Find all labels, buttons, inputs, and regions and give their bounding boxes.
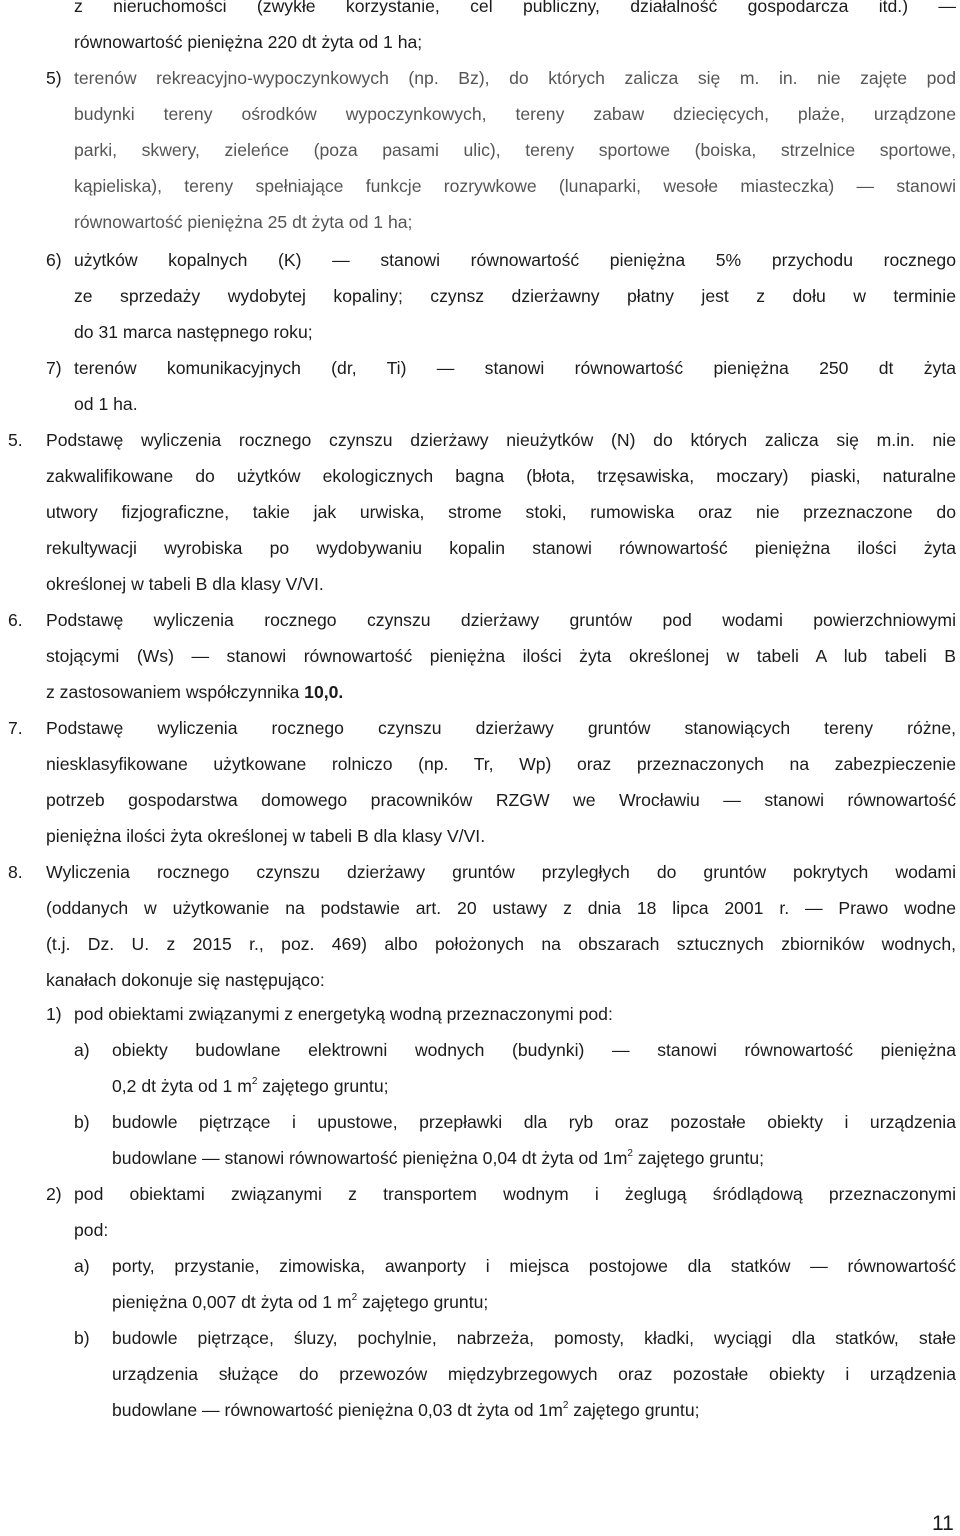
paragraph-line: terenów rekreacyjno-wypoczynkowych (np. Bz), do których zalicza się m. in. nie zajęte pod — [74, 68, 956, 88]
paragraph-line: budowle piętrzące i upustowe, przepławki dla ryb oraz pozostałe obiekty i urządzenia — [112, 1112, 956, 1132]
list-marker: b) — [74, 1328, 90, 1348]
paragraph-line: budynki tereny ośrodków wypoczynkowych, tereny zabaw dziecięcych, plaże, urządzone — [74, 104, 956, 124]
list-marker: a) — [74, 1256, 90, 1276]
paragraph-line — [112, 1146, 764, 1170]
paragraph-line: pod obiektami związanymi z energetyką wodną przeznaczonymi pod: — [74, 1004, 613, 1024]
coefficient-value: 10,0. — [304, 682, 344, 702]
paragraph-line — [112, 1074, 389, 1098]
superscript: 2 — [627, 1148, 633, 1159]
paragraph-line — [112, 1398, 700, 1422]
superscript: 2 — [351, 1292, 358, 1303]
paragraph-text: pieniężna 0,007 dt żyta od 1 m — [112, 1292, 352, 1312]
paragraph-line: równowartość pieniężna 220 dt żyta od 1 ha; — [74, 32, 423, 52]
list-marker: b) — [74, 1112, 90, 1132]
paragraph-line: (oddanych w użytkowanie na podstawie art. 20 ustawy z dnia 18 lipca 2001 r. — Prawo wodne — [46, 898, 956, 918]
paragraph-line: użytków kopalnych (K) — stanowi równowartość pieniężna 5% przychodu rocznego — [74, 250, 956, 270]
paragraph-text: zajętego gruntu; — [632, 1148, 765, 1168]
paragraph-line: z nieruchomości (zwykłe korzystanie, cel publiczny, działalność gospodarcza itd.) — — [74, 0, 956, 16]
paragraph-line: utwory fizjograficzne, takie jak urwiska, strome stoki, rumowiska oraz nie przeznaczone do — [46, 502, 956, 522]
paragraph-text: budowlane — stanowi równowartość pieniężna 0,04 dt żyta od 1m — [112, 1148, 628, 1168]
paragraph-line: budowle piętrzące, śluzy, pochylnie, nabrzeża, pomosty, kładki, wyciągi dla statków, stałe — [112, 1328, 956, 1348]
paragraph-line: obiekty budowlane elektrowni wodnych (budynki) — stanowi równowartość pieniężna — [112, 1040, 956, 1060]
paragraph-line: Podstawę wyliczenia rocznego czynszu dzierżawy nieużytków (N) do których zalicza się m.in. nie — [46, 430, 956, 450]
paragraph-line: kanałach dokonuje się następująco: — [46, 970, 325, 990]
section-number: 5. — [8, 430, 23, 450]
paragraph-line: pieniężna ilości żyta określonej w tabeli B dla klasy V/VI. — [46, 826, 486, 846]
paragraph-line: parki, skwery, zieleńce (poza pasami ulic), tereny sportowe (boiska, strzelnice sportowe, — [74, 140, 956, 160]
list-marker: 1) — [46, 1004, 62, 1024]
paragraph-text: zajętego gruntu; — [568, 1400, 700, 1420]
section-number: 6. — [8, 610, 23, 630]
paragraph-line: rekultywacji wyrobiska po wydobywaniu kopalin stanowi równowartość pieniężna ilości żyta — [46, 538, 956, 558]
page-number: 11 — [932, 1512, 954, 1535]
paragraph-line: (t.j. Dz. U. z 2015 r., poz. 469) albo położonych na obszarach sztucznych zbiorników wodnych, — [46, 934, 956, 954]
paragraph-text: z zastosowaniem współczynnika — [46, 682, 305, 702]
list-marker: 7) — [46, 358, 62, 378]
paragraph-line: terenów komunikacyjnych (dr, Ti) — stanowi równowartość pieniężna 250 dt żyta — [74, 358, 956, 378]
paragraph-line: określonej w tabeli B dla klasy V/VI. — [46, 574, 324, 594]
paragraph-line — [46, 680, 343, 704]
superscript: 2 — [251, 1076, 258, 1087]
paragraph-line: porty, przystanie, zimowiska, awanporty i miejsca postojowe dla statków — równowartość — [112, 1256, 956, 1276]
list-marker: a) — [74, 1040, 90, 1060]
list-marker: 2) — [46, 1184, 62, 1204]
paragraph-line: niesklasyfikowane użytkowane rolniczo (np. Tr, Wp) oraz przeznaczonych na zabezpieczenie — [46, 754, 956, 774]
section-number: 7. — [8, 718, 23, 738]
paragraph-line: Podstawę wyliczenia rocznego czynszu dzierżawy gruntów pod wodami powierzchniowymi — [46, 610, 956, 630]
section-number: 8. — [8, 862, 23, 882]
paragraph-text: zajętego gruntu; — [357, 1292, 489, 1312]
paragraph-line — [112, 1290, 488, 1314]
paragraph-line: równowartość pieniężna 25 dt żyta od 1 ha; — [74, 212, 413, 232]
paragraph-line: Wyliczenia rocznego czynszu dzierżawy gruntów przyległych do gruntów pokrytych wodami — [46, 862, 956, 882]
paragraph-line: pod obiektami związanymi z transportem wodnym i żeglugą śródlądową przeznaczonymi — [74, 1184, 956, 1204]
paragraph-line: Podstawę wyliczenia rocznego czynszu dzierżawy gruntów stanowiących tereny różne, — [46, 718, 956, 738]
paragraph-text: 0,2 dt żyta od 1 m — [112, 1076, 252, 1096]
paragraph-line: potrzeb gospodarstwa domowego pracowników RZGW we Wrocławiu — stanowi równowartość — [46, 790, 956, 810]
list-marker: 5) — [46, 68, 62, 88]
paragraph-line: stojącymi (Ws) — stanowi równowartość pieniężna ilości żyta określonej w tabeli A lub tabeli B — [46, 646, 956, 666]
paragraph-line: zakwalifikowane do użytków ekologicznych bagna (błota, trzęsawiska, moczary) piaski, naturalne — [46, 466, 956, 486]
paragraph-line: pod: — [74, 1220, 109, 1240]
paragraph-line: kąpieliska), tereny spełniające funkcje rozrywkowe (lunaparki, wesołe miasteczka) — stanowi — [74, 176, 956, 196]
paragraph-text: budowlane — równowartość pieniężna 0,03 dt żyta od 1m — [112, 1400, 563, 1420]
list-marker: 6) — [46, 250, 62, 270]
paragraph-line: ze sprzedaży wydobytej kopaliny; czynsz dzierżawny płatny jest z dołu w terminie — [74, 286, 956, 306]
paragraph-line: do 31 marca następnego roku; — [74, 322, 313, 342]
superscript: 2 — [562, 1400, 569, 1411]
paragraph-line: urządzenia służące do przewozów międzybrzegowych oraz pozostałe obiekty i urządzenia — [112, 1364, 956, 1384]
paragraph-line: od 1 ha. — [74, 394, 138, 414]
paragraph-text: zajętego gruntu; — [257, 1076, 389, 1096]
